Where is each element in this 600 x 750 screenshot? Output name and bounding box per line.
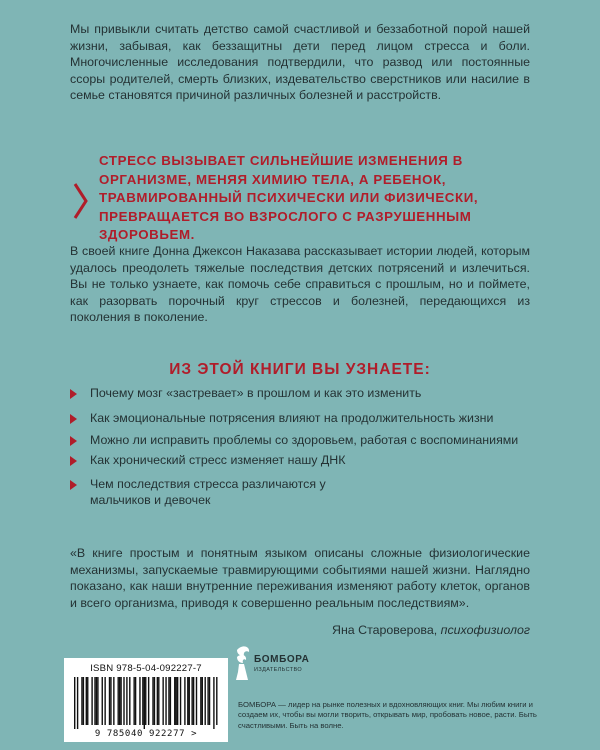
barcode-bar xyxy=(209,677,210,725)
barcode-bar xyxy=(187,677,188,725)
learn-list xyxy=(70,385,530,508)
list-item xyxy=(70,432,530,448)
barcode-bar xyxy=(96,677,97,725)
triangle-bullet-icon xyxy=(70,389,77,399)
barcode-bar xyxy=(158,677,159,725)
publisher-subtitle: ИЗДАТЕЛЬСТВО xyxy=(254,667,303,673)
barcode-bar xyxy=(165,677,166,725)
triangle-bullet-icon xyxy=(70,456,77,466)
chevron-right-icon xyxy=(73,182,88,220)
list-item-text: Как хронический стресс изменяет нашу ДНК xyxy=(90,453,346,468)
learn-section-title: ИЗ ЭТОЙ КНИГИ ВЫ УЗНАЕТЕ: xyxy=(169,361,431,378)
barcode-bar xyxy=(200,677,201,725)
barcode-bar xyxy=(123,677,124,725)
barcode-bar xyxy=(168,677,169,725)
barcode-bar xyxy=(213,677,214,729)
barcode-bar xyxy=(102,677,103,725)
barcode-bar xyxy=(191,677,192,725)
barcode-bar xyxy=(83,677,84,725)
barcode-bar xyxy=(109,677,110,725)
barcode-bar xyxy=(148,677,149,725)
barcode-bar xyxy=(87,677,88,725)
barcode-digits: 9 785040 922277 > xyxy=(94,729,198,739)
barcode-bar xyxy=(144,677,145,729)
barcode-bar xyxy=(113,677,114,725)
list-item-text: Как эмоциональные потрясения влияют на продолжительность жизни xyxy=(90,411,494,426)
review-quote: «В книге простым и понятным языком описаны сложные физиологические механизмы, запускаемые травмирующими событиями нашей жизни. Наглядно показано, как наши внутренние переживания изменяют работу клеток, органов и всего организма, приводя к совершенно реальным последствиям». xyxy=(70,546,530,610)
barcode-bar xyxy=(145,677,146,725)
list-item xyxy=(70,476,350,509)
barcode-bar xyxy=(176,677,177,725)
barcode-bar xyxy=(119,677,120,725)
barcode-bar xyxy=(189,677,190,725)
triangle-bullet-icon xyxy=(70,414,77,424)
barcode-bar xyxy=(97,677,98,725)
barcode-bar xyxy=(154,677,155,725)
barcode-bar xyxy=(86,677,87,725)
barcode-bar xyxy=(120,677,121,725)
barcode-bar xyxy=(139,677,140,725)
barcode-bar xyxy=(81,677,82,725)
barcode-bar xyxy=(193,677,194,725)
barcode xyxy=(64,658,228,742)
intro-paragraph: Мы привыкли считать детство самой счастливой и беззаботной порой нашей жизни, забывая, как беззащитны дети перед лицом стресса и боли. Многочисленные исследования подтвердили, что развод или постоянные ссоры родителей, смерть близких, издевательство сверстников или насилие в семье становятся причиной различных болезней и расстройств. xyxy=(70,22,530,103)
barcode-bar xyxy=(162,677,163,725)
attribution-role: психофизиолог xyxy=(440,623,530,637)
publisher-blurb: БОМБОРА — лидер на рынке полезных и вдохновляющих книг. Мы любим книги и создаем их, чтобы вы могли творить, открывать мир, пробовать новое, расти. Быть счастливыми. Быть на волне. xyxy=(238,700,537,730)
publisher-logo xyxy=(232,642,308,694)
barcode-bar xyxy=(77,677,78,729)
barcode-bar xyxy=(94,677,95,725)
list-item xyxy=(70,385,530,401)
isbn-label: ISBN 978-5-04-092227-7 xyxy=(90,663,202,674)
quote-attribution xyxy=(70,622,530,638)
body-paragraph: В своей книге Донна Джексон Наказава рассказывает истории людей, которым удалось преодолеть тяжелые последствия детских потрясений и излечиться. Вы не только узнаете, как помочь себе справиться с прошлым, но и поймете, как разорвать порочный круг стрессов и болезней, передающихся из поколения в поколение. xyxy=(70,244,530,325)
barcode-bar xyxy=(196,677,197,725)
barcode-bar xyxy=(118,677,119,725)
publisher-name: БОМБОРА xyxy=(254,654,310,665)
barcode-bar xyxy=(170,677,171,725)
attribution-name: Яна Староверова, xyxy=(332,623,438,637)
barcode-bar xyxy=(126,677,127,725)
barcode-bar xyxy=(157,677,158,725)
barcode-bar xyxy=(184,677,185,725)
barcode-bar xyxy=(152,677,153,725)
publisher-wave-icon xyxy=(234,642,254,682)
barcode-bar xyxy=(74,677,75,729)
barcode-bar xyxy=(133,677,134,725)
list-item xyxy=(70,410,530,426)
triangle-bullet-icon xyxy=(70,480,77,490)
barcode-bar xyxy=(135,677,136,725)
barcode-bar xyxy=(180,677,181,725)
highlight-block xyxy=(70,152,530,248)
list-item xyxy=(70,452,530,468)
highlight-text: СТРЕСС ВЫЗЫВАЕТ СИЛЬНЕЙШИЕ ИЗМЕНЕНИЯ В ОРГАНИЗМЕ, МЕНЯЯ ХИМИЮ ТЕЛА, А РЕБЕНОК, ТРАВМИРОВАННЫЙ ПСИХИЧЕСКИ ИЛИ ФИЗИЧЕСКИ, ПРЕВРАЩАЕТСЯ ВО ВЗРОСЛОГО С РАЗРУШЕННЫМ ЗДОРОВЬЕМ. xyxy=(99,153,479,243)
list-item-text: Можно ли исправить проблемы со здоровьем, работая с воспоминаниями xyxy=(90,432,519,447)
barcode-bar xyxy=(104,677,105,725)
barcode-bar xyxy=(142,677,143,725)
list-item-text: Почему мозг «застревает» в прошлом и как это изменить xyxy=(90,386,422,400)
barcode-bar xyxy=(177,677,178,725)
barcode-bar xyxy=(216,677,217,725)
barcode-bar xyxy=(202,677,203,725)
barcode-bar xyxy=(205,677,206,725)
barcode-bar xyxy=(174,677,175,725)
list-item-text: Чем последствия стресса различаются у мальчиков и девочек xyxy=(90,476,326,508)
triangle-bullet-icon xyxy=(70,436,77,446)
barcode-bars xyxy=(70,677,222,729)
barcode-bar xyxy=(129,677,130,725)
barcode-bar xyxy=(110,677,111,725)
barcode-bar xyxy=(207,677,208,725)
barcode-bar xyxy=(91,677,92,725)
